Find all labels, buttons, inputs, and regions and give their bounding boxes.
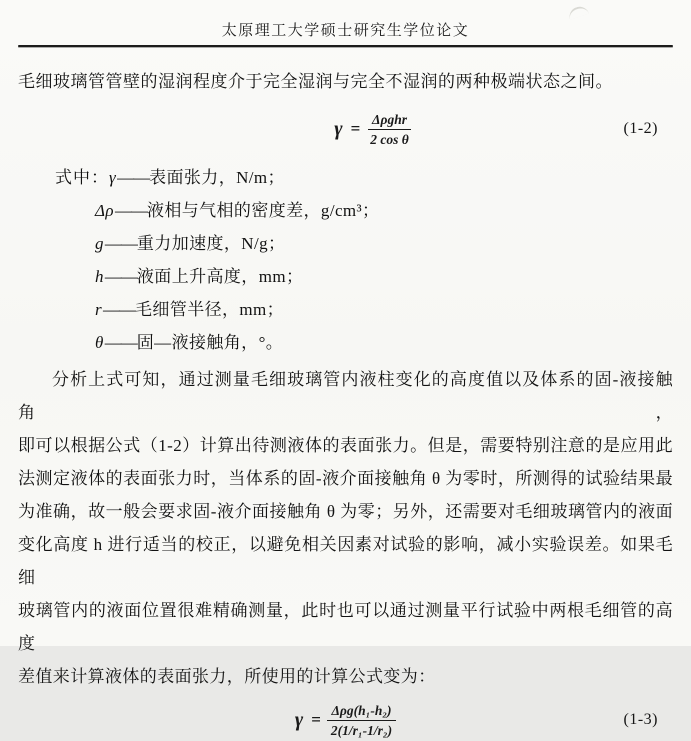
symbol-dash: —— [103,300,136,319]
symbol-dash: —— [104,267,137,286]
symbol-g: g [95,234,104,253]
where-label: 式中： [55,168,109,187]
symbol-row-h [95,260,673,293]
header-divider [18,45,673,47]
fraction-1-2 [366,112,413,147]
scan-artifact-mark [567,4,589,20]
gamma-symbol: γ [334,117,344,140]
equation-1-3 [18,699,673,741]
symbol-delta-rho: Δρ [95,201,114,220]
equation-number-1-3: (1-3) [623,711,658,728]
symbol-h: h [95,267,104,286]
symbol-definition: 表面张力，N/m； [149,168,285,187]
gamma-symbol: γ [294,708,305,731]
thesis-header: 太原理工大学硕士研究生学位论文 [221,23,470,39]
symbol-definition: 液相与气相的密度差，g/cm³； [146,201,380,220]
fraction-denominator: 2(1/r₁-1/r₂) [330,722,393,738]
fraction-1-3 [327,703,396,738]
formula-1-3 [295,703,396,738]
intro-paragraph: 毛细玻璃管管壁的湿润程度介于完全湿润与完全不湿润的两种极端状态之间。 [18,72,613,91]
formula-1-2 [334,112,413,147]
equals-sign: = [350,119,361,138]
paragraph-line: 差值来计算液体的表面张力，所使用的计算公式变为： [18,667,436,686]
fraction-numerator: Δρg(h₁-h₂) [327,703,395,721]
paragraph-line: 法测定液体的表面张力时，当体系的固-液介面接触角 θ 为零时，所测得的试验结果最 [18,469,673,488]
fraction-denominator: 2 cos θ [370,131,409,147]
paragraph-line: 变化高度 h 进行适当的校正，以避免相关因素对试验的影响，减小实验误差。如果毛细 [18,535,673,587]
symbol-definition: 毛细管半径，mm； [135,300,285,319]
fraction-numerator: Δρghr [368,112,411,130]
body-paragraph [18,363,673,693]
symbol-theta: θ [95,333,104,352]
equals-sign: = [311,710,321,729]
symbol-definition: 重力加速度，N/g； [136,234,286,253]
symbol-r: r [95,300,103,319]
symbol-definition: 固—液接触角，°。 [136,333,284,352]
symbol-dash: —— [104,333,137,352]
equation-number-1-2: (1-2) [623,120,658,137]
symbol-definition-list [18,161,673,359]
paragraph-line: 为准确，故一般会要求固-液介面接触角 θ 为零；另外，还需要对毛细玻璃管内的液面 [18,502,673,521]
paragraph-line: 玻璃管内的液面位置很难精确测量，此时也可以通过测量平行试验中两根毛细管的高度 [18,601,673,653]
symbol-row-r [95,293,673,326]
symbol-row-g [95,227,673,260]
symbol-row-gamma [55,161,673,194]
symbol-row-delta-rho [95,194,673,227]
paragraph-line: 即可以根据公式（1-2）计算出待测液体的表面张力。但是，需要特别注意的是应用此 [18,436,673,455]
symbol-dash: —— [114,201,147,220]
symbol-row-theta [95,326,673,359]
symbol-dash: —— [117,168,150,187]
symbol-gamma: γ [109,168,117,187]
equation-1-2 [18,107,673,151]
symbol-definition: 液面上升高度，mm； [136,267,304,286]
paragraph-line: 分析上式可知，通过测量毛细玻璃管内液柱变化的高度值以及体系的固-液接触角， [18,370,673,422]
symbol-dash: —— [104,234,137,253]
